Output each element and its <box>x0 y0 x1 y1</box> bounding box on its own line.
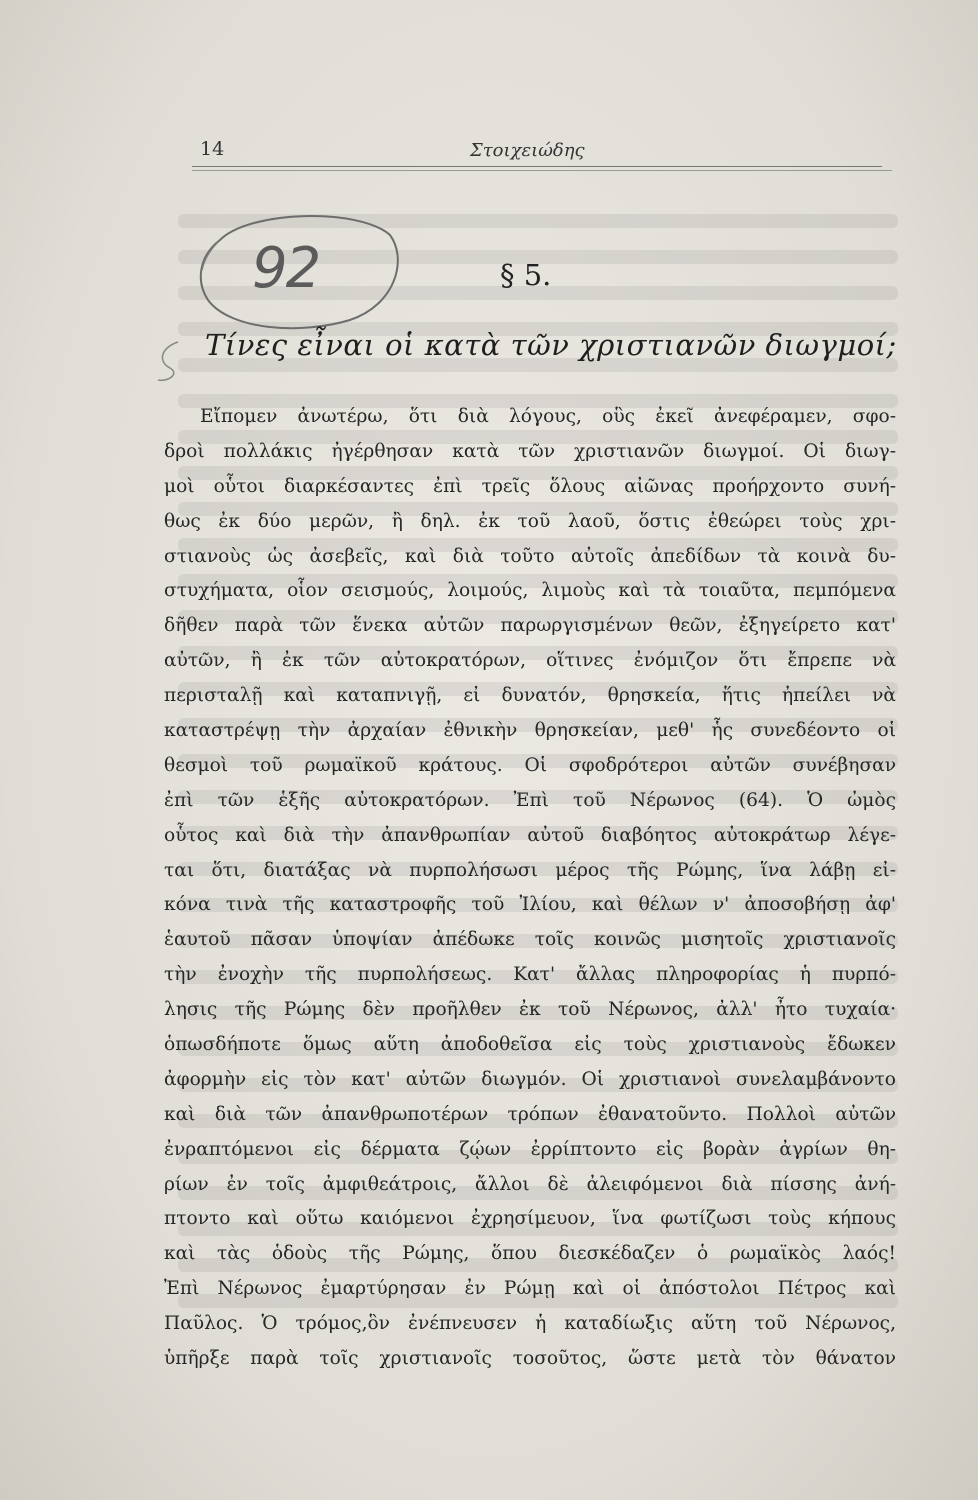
text-line: λησις τῆς Ρώμης δὲν προῆλθεν ἐκ τοῦ Νέρωνος, ἀλλ' ἦτο τυχαία· <box>164 999 896 1021</box>
text-line: θεσμοὶ τοῦ ρωμαϊκοῦ κράτους. Οἱ σφοδρότεροι αὐτῶν συνέβησαν <box>164 754 896 776</box>
text-line: ρίων ἐν τοῖς ἀμφιθεάτροις, ἄλλοι δὲ ἀλειφόμενοι διὰ πίσσης ἀνή- <box>164 1173 896 1195</box>
text-line: ἐνραπτόμενοι εἰς δέρματα ζῴων ἐρρίπτοντο εἰς βορὰν ἀγρίων θη- <box>164 1138 896 1160</box>
text-line: ἀφορμὴν εἰς τὸν κατ' αὐτῶν διωγμόν. Οἱ χριστιανοὶ συνελαμβάνοντο <box>164 1068 896 1090</box>
text-line: ἑαυτοῦ πᾶσαν ὑποψίαν ἀπέδωκε τοῖς κοινῶς μισητοῖς χριστιανοῖς <box>164 929 896 951</box>
text-line: αὐτῶν, ἢ ἐκ τῶν αὐτοκρατόρων, οἵτινες ἐνόμιζον ὅτι ἔπρεπε νὰ <box>164 650 896 672</box>
text-line: καὶ τὰς ὁδοὺς τῆς Ρώμης, ὅπου διεσκέδαζεν ὁ ρωμαϊκὸς λαός! <box>164 1243 896 1265</box>
text-line: μοὶ οὗτοι διαρκέσαντες ἐπὶ τρεῖς ὅλους αἰῶνας προήρχοντο συνή- <box>164 475 896 497</box>
page-number: 14 <box>200 138 225 160</box>
text-line: τὴν ἐνοχὴν τῆς πυρπολήσεως. Κατ' ἄλλας πληροφορίας ἡ πυρπό- <box>164 964 896 986</box>
text-line: θως ἐκ δύο μερῶν, ἢ δηλ. ἐκ τοῦ λαοῦ, ὅστις ἐθεώρει τοὺς χρι- <box>164 510 896 532</box>
text-line: οὗτος καὶ διὰ τὴν ἀπανθρωπίαν αὐτοῦ διαβόητος αὐτοκράτωρ λέγε- <box>164 824 896 846</box>
text-line: στυχήματα, οἷον σεισμούς, λοιμούς, λιμοὺς καὶ τὰ τοιαῦτα, πεμπόμενα <box>164 580 896 602</box>
text-line: κόνα τινὰ τῆς καταστροφῆς τοῦ Ἰλίου, καὶ θέλων ν' ἀποσοβήσῃ ἀφ' <box>164 894 896 916</box>
header-rule <box>192 166 882 167</box>
text-line: δῆθεν παρὰ τῶν ἕνεκα αὐτῶν παρωργισμένων θεῶν, ἐξηγείρετο κατ' <box>164 615 896 637</box>
text-line: ὁπωσδήποτε ὅμως αὕτη ἀποδοθεῖσα εἰς τοὺς χριστιανοὺς ἔδωκεν <box>164 1034 896 1056</box>
text-line: Παῦλος. Ὁ τρόμος,ὃν ἐνέπνευσεν ἡ καταδίωξις αὕτη τοῦ Νέρωνος, <box>164 1313 896 1335</box>
text-line: Ἐπὶ Νέρωνος ἐμαρτύρησαν ἐν Ρώμῃ καὶ οἱ ἀπόστολοι Πέτρος καὶ <box>164 1278 896 1300</box>
text-line: καταστρέψῃ τὴν ἀρχαίαν ἐθνικὴν θρησκείαν, μεθ' ἧς συνεδέοντο οἱ <box>164 720 896 742</box>
text-line: Εἴπομεν ἀνωτέρω, ὅτι διὰ λόγους, οὓς ἐκεῖ ἀνεφέραμεν, σφο- <box>200 406 896 427</box>
running-title: Στοιχειώδης <box>470 140 585 161</box>
text-line: πτοντο καὶ οὕτω καιόμενοι ἐχρησίμευον, ἵνα φωτίζωσι τοὺς κήπους <box>164 1208 896 1230</box>
text-line: στιανοὺς ὡς ἀσεβεῖς, καὶ διὰ τοῦτο αὐτοῖς ἀπεδίδων τὰ κοινὰ δυ- <box>164 545 896 567</box>
text-line: ἐπὶ τῶν ἑξῆς αὐτοκρατόρων. Ἐπὶ τοῦ Νέρωνος (64). Ὁ ὠμὸς <box>164 789 896 811</box>
section-number: § 5. <box>500 258 552 292</box>
text-line: καὶ διὰ τῶν ἀπανθρωποτέρων τρόπων ἐθανατοῦντο. Πολλοὶ αὐτῶν <box>164 1103 896 1125</box>
pencil-page-number: 92 <box>252 236 320 301</box>
pencil-margin-mark <box>150 336 190 386</box>
body-paragraph <box>164 400 896 1377</box>
header-rule-double <box>192 170 892 171</box>
page-header <box>190 136 890 166</box>
section-heading: Τίνες εἶναι οἱ κατὰ τῶν χριστιανῶν διωγμοί; <box>205 328 897 362</box>
text-line: ται ὅτι, διατάξας νὰ πυρπολήσωσι μέρος τῆς Ρώμης, ἵνα λάβῃ εἰ- <box>164 859 896 881</box>
text-line: ὑπῆρξε παρὰ τοῖς χριστιανοῖς τοσοῦτος, ὥστε μετὰ τὸν θάνατον <box>164 1348 896 1370</box>
text-line: περισταλῇ καὶ καταπνιγῇ, εἰ δυνατόν, θρησκεία, ἥτις ἠπείλει νὰ <box>164 685 896 707</box>
text-line: δροὶ πολλάκις ἠγέρθησαν κατὰ τῶν χριστιανῶν διωγμοί. Οἱ διωγ- <box>164 440 896 462</box>
